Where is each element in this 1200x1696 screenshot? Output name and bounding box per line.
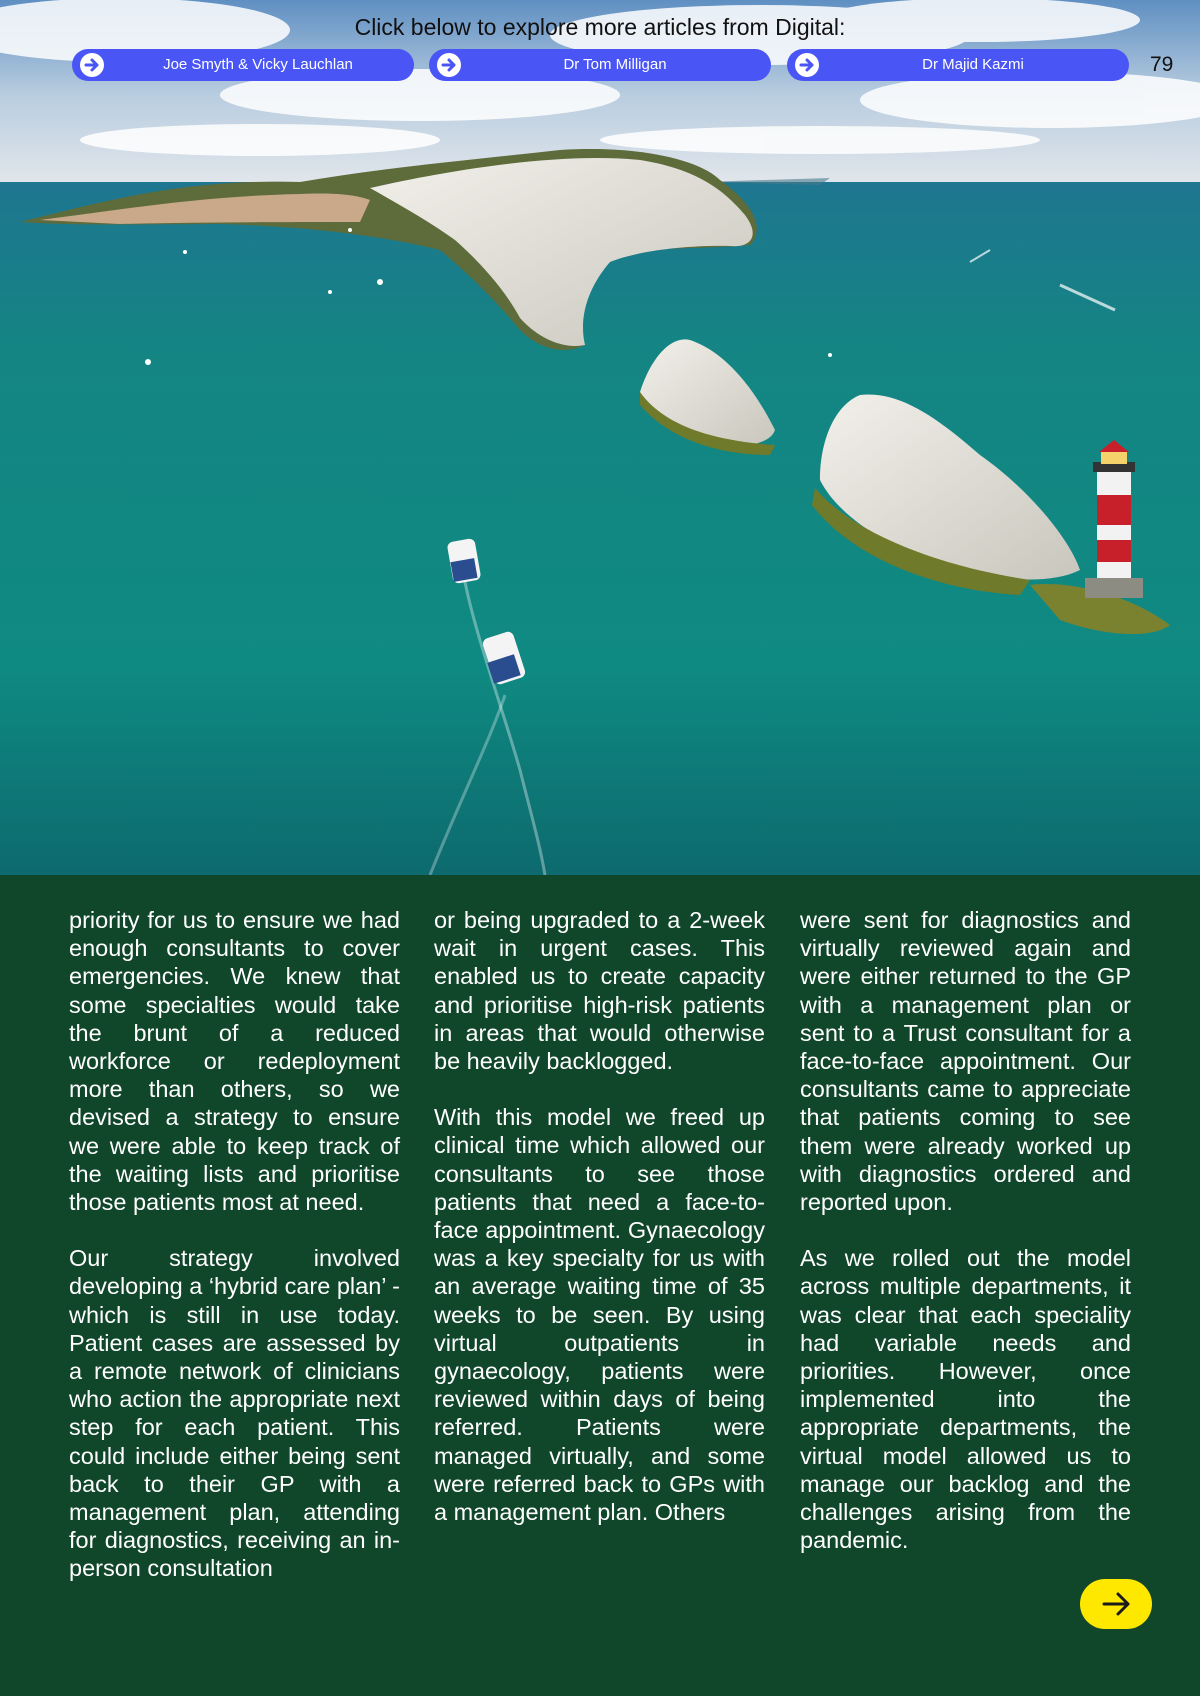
arrow-right-circle-icon: [795, 53, 819, 77]
arrow-right-circle-icon: [437, 53, 461, 77]
article-link-label: Dr Tom Milligan: [563, 56, 667, 73]
paragraph: Our strategy involved developing a ‘hybrid care plan’ - which is still in use today. Patient cases are assessed by a remote network of clinicians who action the appropriate next step for each patient. This could include either being sent back to their GP with a management plan, attending for diagnostics, receiving an in-person consultation: [69, 1245, 400, 1582]
article-column-2: [434, 906, 765, 1554]
paragraph: were sent for diagnostics and virtually reviewed again and were either returned to the GP with a management plan or sent to a Trust consultant for a face-to-face appointment. Our consultants came to appreciate that patients coming to see them were already worked up with diagnostics ordered and reported upon.: [800, 907, 1131, 1216]
arrow-right-circle-icon: [80, 53, 104, 77]
article-column-1: [69, 906, 400, 1611]
paragraph: With this model we freed up clinical time which allowed our consultants to see those patients that need a face-to-face appointment. Gynaecology was a key specialty for us with an average waiting time of 35 weeks to be seen. By using virtual outpatients in gynaecology, patients were reviewed within days of being referred. Patients were managed virtually, and some were referred back to GPs with a management plan. Others: [434, 1104, 765, 1526]
paragraph: As we rolled out the model across multiple departments, it was clear that each speciality had variable needs and priorities. However, once implemented into the appropriate departments, the virtual model allowed us to manage our backlog and the challenges arising from the pandemic.: [800, 1245, 1131, 1554]
next-page-button[interactable]: [1080, 1579, 1152, 1629]
paragraph: or being upgraded to a 2-week wait in urgent cases. This enabled us to create capacity and prioritise high-risk patients in areas that would otherwise be heavily backlogged.: [434, 907, 765, 1075]
article-column-3: [800, 906, 1131, 1582]
article-link-label: Dr Majid Kazmi: [922, 56, 1024, 73]
page-number: 79: [1150, 53, 1174, 76]
paragraph: priority for us to ensure we had enough consultants to cover emergencies. We knew that some specialties would take the brunt of a reduced workforce or redeployment more than others, so we devised a strategy to ensure we were able to keep track of the waiting lists and prioritise those patients most at need.: [69, 907, 400, 1216]
article-link-joe-smyth-vicky-lauchlan[interactable]: [72, 49, 414, 81]
article-link-dr-tom-milligan[interactable]: [429, 49, 771, 81]
article-link-dr-majid-kazmi[interactable]: [787, 49, 1129, 81]
explore-articles-prompt: Click below to explore more articles from Digital:: [354, 14, 846, 40]
article-link-label: Joe Smyth & Vicky Lauchlan: [163, 56, 353, 73]
arrow-right-icon: [1080, 1579, 1152, 1629]
